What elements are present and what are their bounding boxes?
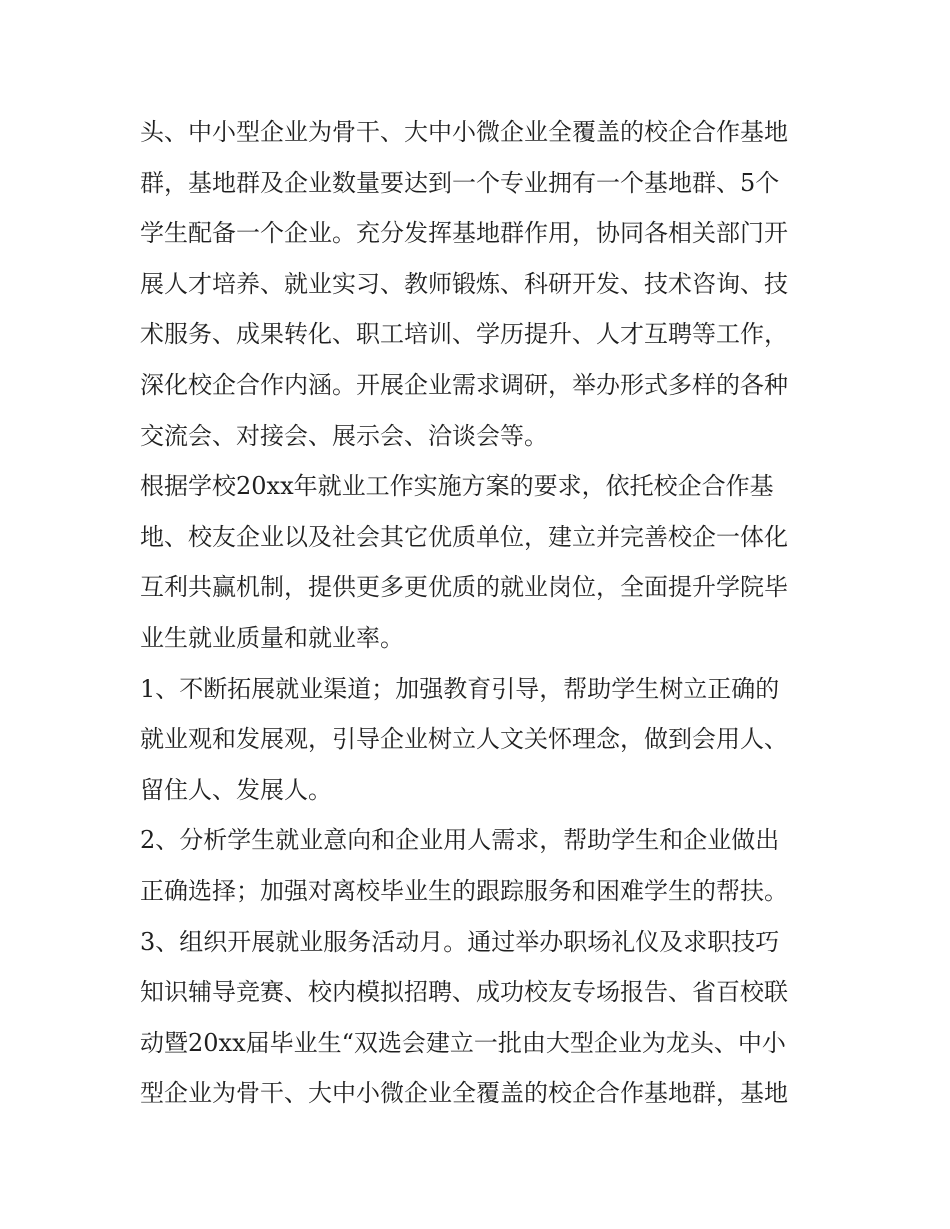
text-line: 留住人、发展人。 [140, 775, 332, 804]
text-line: 头、中小型企业为骨干、大中小微企业全覆盖的校企合作基地 [140, 118, 788, 146]
text-line: 正确选择；加强对离校毕业生的跟踪服务和困难学生的帮扶。 [140, 876, 788, 905]
text-line: 型企业为骨干、大中小微企业全覆盖的校企合作基地群，基地 [140, 1079, 788, 1108]
document-body [140, 107, 815, 1119]
text-line: 2、分析学生就业意向和企业用人需求，帮助学生和企业做出 [140, 826, 780, 855]
text-line: 地、校友企业以及社会其它优质单位，建立并完善校企一体化 [140, 522, 788, 551]
text-line: 交流会、对接会、展示会、洽谈会等。 [140, 421, 548, 450]
text-line: 根据学校20xx年就业工作实施方案的要求，依托校企合作基 [140, 472, 774, 501]
text-line: 群，基地群及企业数量要达到一个专业拥有一个基地群、5个 [140, 168, 780, 197]
text-line: 术服务、成果转化、职工培训、学历提升、人才互聘等工作， [140, 320, 788, 349]
text-line: 1、不断拓展就业渠道；加强教育引导，帮助学生树立正确的 [140, 674, 780, 703]
text-line: 展人才培养、就业实习、教师锻炼、科研开发、技术咨询、技 [140, 269, 788, 298]
text-line: 就业观和发展观，引导企业树立人文关怀理念，做到会用人、 [140, 725, 788, 754]
text-line: 业生就业质量和就业率。 [140, 623, 404, 652]
text-line: 互利共赢机制，提供更多更优质的就业岗位，全面提升学院毕 [140, 573, 788, 602]
text-line: 学生配备一个企业。充分发挥基地群作用，协同各相关部门开 [140, 219, 788, 248]
text-line: 深化校企合作内涵。开展企业需求调研，举办形式多样的各种 [140, 370, 788, 399]
text-line: 知识辅导竞赛、校内模拟招聘、成功校友专场报告、省百校联 [140, 978, 788, 1007]
text-line: 3、组织开展就业服务活动月。通过举办职场礼仪及求职技巧 [140, 927, 780, 956]
text-line: 动暨20xx届毕业生“双选会建立一批由大型企业为龙头、中小 [140, 1028, 786, 1057]
